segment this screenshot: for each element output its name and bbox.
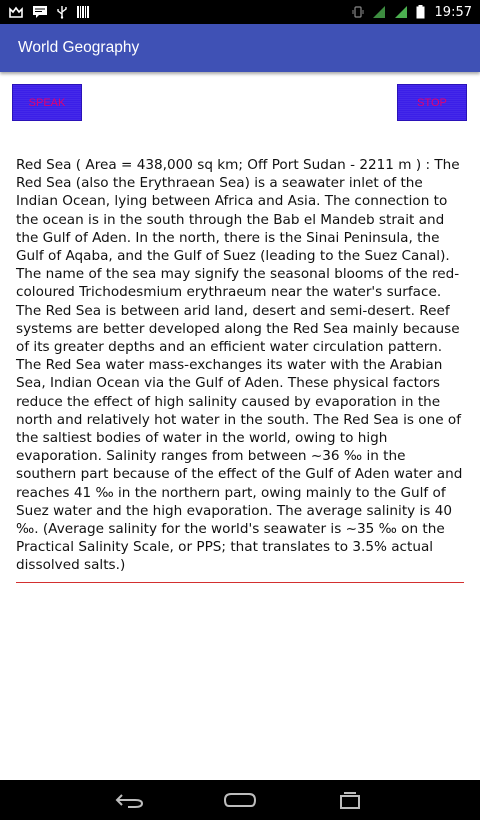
battery-icon — [416, 5, 425, 19]
signal-icon — [372, 5, 386, 19]
speak-button[interactable] — [12, 84, 82, 121]
usb-icon — [56, 5, 68, 19]
stop-button-label: STOP — [417, 96, 447, 109]
status-bar — [0, 0, 480, 24]
back-icon[interactable] — [110, 780, 150, 820]
app-bar — [0, 24, 480, 72]
navigation-bar — [0, 780, 480, 820]
stop-button[interactable] — [397, 84, 467, 121]
app-title: World Geography — [18, 39, 140, 56]
status-time: 19:57 — [434, 4, 472, 20]
home-icon[interactable] — [220, 780, 260, 820]
cat-icon — [8, 5, 24, 19]
article-text-field[interactable] — [16, 156, 464, 575]
status-right-icons — [352, 5, 472, 20]
text-field-underline — [16, 582, 464, 583]
article-text: Red Sea ( Area = 438,000 sq km; Off Port Sudan - 2211 m ) : The Red Sea (also the Erythraean Sea) is a seawater inlet of the Indian Ocean, lying between Africa and Asia. The connection to the ocean is in the south through the Bab el Mandeb strait and the Gulf of Aden. In the north, there is the Sinai Peninsula, the Gulf of Aqaba, and the Gulf of Suez (leading to the Suez Canal). The name of the sea may signify the seasonal blooms of the red-coloured Trichodesmium erythraeum near the water's surface. The Red Sea is between arid land, desert and semi-desert. Reef systems are better developed along the Red Sea mainly because of its greater depths and an efficient water circulation pattern. The Red Sea water mass-exchanges its water with the Arabian Sea, Indian Ocean via the Gulf of Aden. These physical factors reduce the effect of high salinity caused by evaporation in the north and relatively hot water in the south. The Red Sea is one of the saltiest bodies of water in the world, owing to high evaporation. Salinity ranges from between ~36 ‰ in the southern part because of the effect of the Gulf of Aden water and reaches 41 ‰ in the northern part, owing mainly to the Gulf of Suez water and the high evaporation. The average salinity is 40 ‰. (Average salinity for the world's seawater is ~35 ‰ on the Practical Salinity Scale, or PPS; that translates to 3.5% actual dissolved salts.) — [16, 157, 463, 574]
barcode-icon — [76, 5, 90, 19]
message-icon — [32, 5, 48, 19]
recents-icon[interactable] — [330, 780, 370, 820]
cell-signal-icon — [394, 5, 408, 19]
status-left-icons — [8, 5, 90, 19]
speak-button-label: SPEAK — [28, 96, 66, 109]
vibrate-icon — [352, 5, 364, 19]
